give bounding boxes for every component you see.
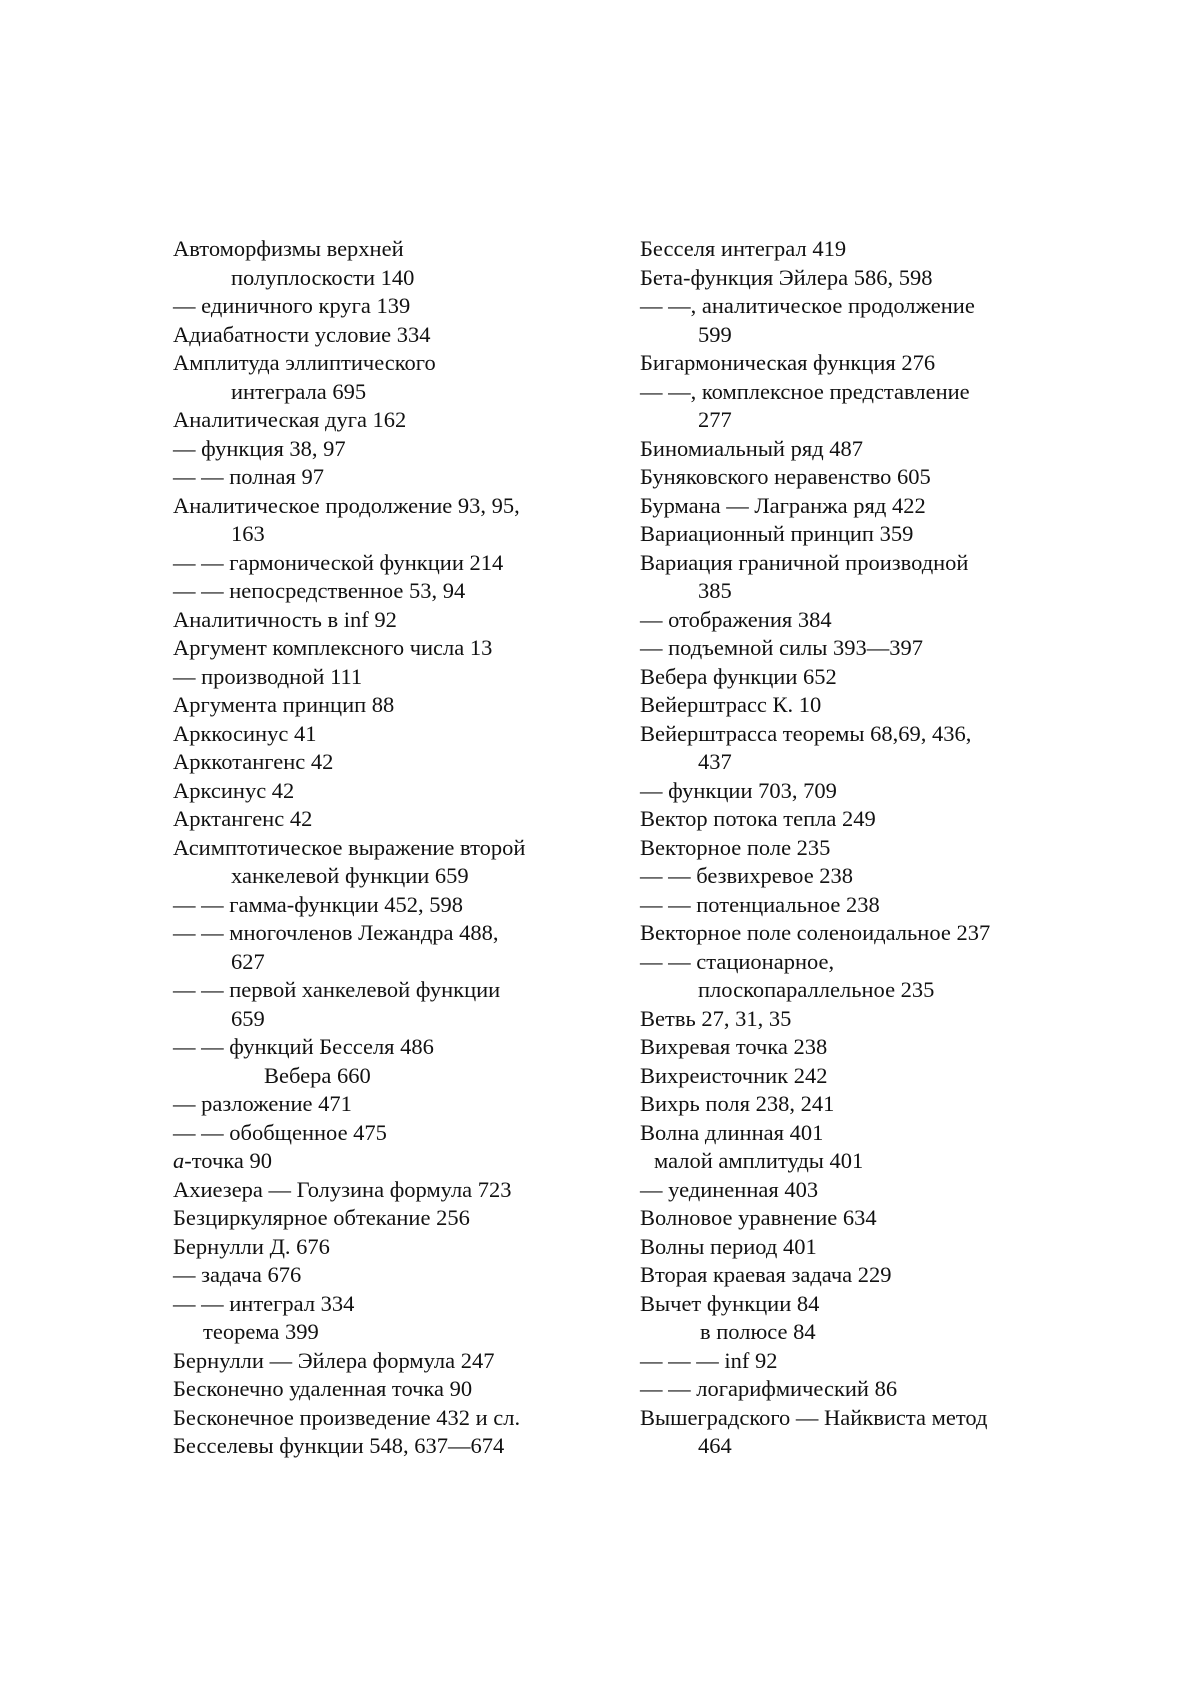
entry-text: — задача 676 <box>173 1262 302 1287</box>
entry-text: — — гармонической функции 214 <box>173 549 504 575</box>
entry-text: Арккосинус 41 <box>173 720 317 746</box>
index-entry <box>173 463 593 492</box>
entry-italic-prefix: a <box>173 1148 185 1173</box>
index-entry <box>640 606 1070 635</box>
index-entry <box>173 1318 593 1347</box>
entry-text: Вариация граничной производной <box>640 549 969 575</box>
entry-text: Биномиальный ряд 487 <box>640 435 864 461</box>
index-entry <box>173 577 593 606</box>
index-entry <box>173 891 593 920</box>
entry-text: 464 <box>698 1433 732 1458</box>
index-entry <box>173 520 593 549</box>
index-entry <box>173 1233 593 1262</box>
entry-text: Векторное поле 235 <box>640 834 831 860</box>
index-entry <box>173 748 593 777</box>
entry-text: Вебера функции 652 <box>640 663 837 689</box>
entry-text: Бурмана — Лагранжа ряд 422 <box>640 492 926 518</box>
entry-text: Аргумент комплексного числа 13 <box>173 635 493 660</box>
entry-text: Вторая краевая задача 229 <box>640 1262 892 1287</box>
entry-text: Аналитическое продолжение 93, 95, <box>173 492 520 518</box>
index-entry <box>173 805 593 834</box>
entry-text: Вихреисточник 242 <box>640 1062 828 1088</box>
entry-text: Буняковского неравенство 605 <box>640 464 931 489</box>
entry-text: Бесконечно удаленная точка 90 <box>173 1376 473 1401</box>
index-entry <box>640 748 1070 777</box>
index-entry <box>173 777 593 806</box>
index-entry <box>640 492 1070 521</box>
index-entry <box>640 691 1070 720</box>
index-entry <box>173 292 593 321</box>
index-entry <box>640 1261 1070 1290</box>
index-entry <box>640 1204 1070 1233</box>
entry-text: 627 <box>231 948 265 974</box>
entry-text: 163 <box>231 521 265 546</box>
index-entry <box>640 1147 1070 1176</box>
entry-text: Бернулли Д. 676 <box>173 1233 330 1259</box>
index-entry <box>640 235 1070 264</box>
entry-text: Бета-функция Эйлера 586, 598 <box>640 264 933 290</box>
index-entry <box>173 492 593 521</box>
index-entry <box>640 862 1070 891</box>
index-entry <box>640 1347 1070 1376</box>
index-entry <box>173 235 593 264</box>
index-entry <box>173 663 593 692</box>
index-entry <box>173 834 593 863</box>
index-entry <box>640 406 1070 435</box>
entry-text: интеграла 695 <box>231 378 367 404</box>
entry-text: — — непосредственное 53, 94 <box>173 578 466 603</box>
entry-text: ханкелевой функции 659 <box>231 863 469 888</box>
index-entry <box>173 378 593 407</box>
entry-text: — — безвихревое 238 <box>640 863 854 888</box>
index-entry <box>640 577 1070 606</box>
entry-text: — — функций Бесселя 486 <box>173 1034 434 1059</box>
index-entry <box>173 720 593 749</box>
entry-text: — —, комплексное представление <box>640 378 970 404</box>
index-entry <box>640 1090 1070 1119</box>
entry-text: Аргумента принцип 88 <box>173 692 395 717</box>
index-entry <box>640 1290 1070 1319</box>
entry-text: — — стационарное, <box>640 948 835 974</box>
entry-text: — производной 111 <box>173 663 363 689</box>
index-entry <box>173 1147 593 1176</box>
entry-text: Аналитическая дуга 162 <box>173 407 407 432</box>
index-entry <box>640 634 1070 663</box>
index-entry <box>173 948 593 977</box>
entry-text: — — гамма-функции 452, 598 <box>173 891 464 917</box>
entry-text: — — логарифмический 86 <box>640 1376 898 1401</box>
index-entry <box>173 1090 593 1119</box>
index-entry <box>640 378 1070 407</box>
index-entry <box>173 1432 593 1461</box>
index-entry <box>173 1033 593 1062</box>
entry-text: — отображения 384 <box>640 606 832 632</box>
entry-text: — — интеграл 334 <box>173 1290 355 1316</box>
entry-text: Волна длинная 401 <box>640 1119 824 1145</box>
index-entry <box>173 1062 593 1091</box>
entry-text: 659 <box>231 1005 265 1031</box>
index-entry <box>173 862 593 891</box>
index-entry <box>173 349 593 378</box>
entry-text: — уединенная 403 <box>640 1176 819 1202</box>
index-entry <box>640 1432 1070 1461</box>
entry-text: — единичного круга 139 <box>173 293 411 318</box>
entry-text: Вихрь поля 238, 241 <box>640 1091 835 1116</box>
entry-text: Бесконечное произведение 432 и сл. <box>173 1404 521 1430</box>
index-entry <box>640 834 1070 863</box>
entry-text: малой амплитуды 401 <box>654 1148 864 1173</box>
entry-text: — разложение 471 <box>173 1091 352 1116</box>
index-entry <box>640 976 1070 1005</box>
index-entry <box>640 292 1070 321</box>
entry-text: Волны период 401 <box>640 1233 817 1259</box>
entry-text: Бесселевы функции 548, 637—674 <box>173 1433 505 1458</box>
index-entry <box>640 948 1070 977</box>
entry-text: Вариационный принцип 359 <box>640 521 914 546</box>
entry-text: — —, аналитическое продолжение <box>640 293 975 318</box>
index-entry <box>173 1375 593 1404</box>
index-entry <box>173 321 593 350</box>
index-entry <box>173 606 593 635</box>
entry-text: — — многочленов Лежандра 488, <box>173 920 499 945</box>
entry-text: Амплитуда эллиптического <box>173 350 436 375</box>
entry-text: Вышеградского — Найквиста метод <box>640 1404 988 1430</box>
entry-text: Автоморфизмы верхней <box>173 236 404 261</box>
index-entry <box>173 406 593 435</box>
entry-text: Адиабатности условие 334 <box>173 321 431 347</box>
entry-text: Вектор потока тепла 249 <box>640 806 876 831</box>
entry-text: 437 <box>698 749 732 774</box>
entry-text: Векторное поле соленоидальное 237 <box>640 920 991 945</box>
entry-text: Ахиезера — Голузина формула 723 <box>173 1176 512 1202</box>
entry-text: Вебера 660 <box>264 1062 371 1088</box>
entry-text: Аналитичность в inf 92 <box>173 606 397 632</box>
entry-text: — — полная 97 <box>173 464 324 489</box>
entry-text: теорема 399 <box>203 1319 319 1344</box>
index-entry <box>173 976 593 1005</box>
index-entry <box>173 1005 593 1034</box>
index-entry <box>173 634 593 663</box>
index-entry <box>640 1033 1070 1062</box>
index-entry <box>640 435 1070 464</box>
entry-text: Ветвь 27, 31, 35 <box>640 1005 792 1031</box>
index-entry <box>640 919 1070 948</box>
index-entry <box>640 1062 1070 1091</box>
index-entry <box>640 463 1070 492</box>
index-entry <box>640 805 1070 834</box>
index-column-right <box>640 235 1070 1461</box>
entry-text: -точка 90 <box>184 1148 272 1173</box>
index-entry <box>640 321 1070 350</box>
index-entry <box>640 1375 1070 1404</box>
index-entry <box>640 1318 1070 1347</box>
index-entry <box>173 1261 593 1290</box>
entry-text: плоскопараллельное 235 <box>698 977 935 1002</box>
index-entry <box>173 1176 593 1205</box>
entry-text: Бернулли — Эйлера формула 247 <box>173 1347 495 1373</box>
entry-text: Арксинус 42 <box>173 777 295 803</box>
entry-text: Безциркулярное обтекание 256 <box>173 1205 470 1230</box>
entry-text: — — — inf 92 <box>640 1347 778 1373</box>
index-entry <box>173 549 593 578</box>
index-entry <box>173 435 593 464</box>
entry-text: Вейерштрасса теоремы 68,69, 436, <box>640 720 972 746</box>
index-entry <box>173 1347 593 1376</box>
index-entry <box>173 1119 593 1148</box>
entry-text: 277 <box>698 407 732 432</box>
index-column-left <box>173 235 593 1461</box>
index-entry <box>640 1005 1070 1034</box>
entry-text: — функция 38, 97 <box>173 435 346 461</box>
entry-text: — — обобщенное 475 <box>173 1119 387 1145</box>
index-entry <box>640 1176 1070 1205</box>
entry-text: — функции 703, 709 <box>640 777 837 803</box>
index-entry <box>640 549 1070 578</box>
entry-text: — подъемной силы 393—397 <box>640 635 924 660</box>
index-entry <box>173 1404 593 1433</box>
entry-text: Асимптотическое выражение второй <box>173 834 526 860</box>
index-entry <box>640 777 1070 806</box>
index-entry <box>640 720 1070 749</box>
entry-text: Волновое уравнение 634 <box>640 1205 877 1230</box>
entry-text: Арктангенс 42 <box>173 806 313 831</box>
entry-text: Вихревая точка 238 <box>640 1034 828 1059</box>
entry-text: 599 <box>698 321 732 347</box>
entry-text: Арккотангенс 42 <box>173 749 334 774</box>
entry-text: — — потенциальное 238 <box>640 891 880 917</box>
index-entry <box>640 264 1070 293</box>
index-entry <box>640 1233 1070 1262</box>
index-entry <box>640 349 1070 378</box>
entry-text: в полюсе 84 <box>700 1319 816 1344</box>
index-entry <box>640 1404 1070 1433</box>
index-entry <box>173 1204 593 1233</box>
index-entry <box>640 663 1070 692</box>
index-entry <box>173 919 593 948</box>
index-entry <box>640 520 1070 549</box>
index-entry <box>173 1290 593 1319</box>
entry-text: 385 <box>698 578 732 603</box>
entry-text: полуплоскости 140 <box>231 264 415 290</box>
entry-text: Вейерштрасс К. 10 <box>640 692 822 717</box>
entry-text: Вычет функции 84 <box>640 1290 820 1316</box>
index-entry <box>640 891 1070 920</box>
index-entry <box>173 264 593 293</box>
index-entry <box>640 1119 1070 1148</box>
entry-text: — — первой ханкелевой функции <box>173 977 501 1002</box>
entry-text: Бигармоническая функция 276 <box>640 350 936 375</box>
index-entry <box>173 691 593 720</box>
entry-text: Бесселя интеграл 419 <box>640 236 847 261</box>
